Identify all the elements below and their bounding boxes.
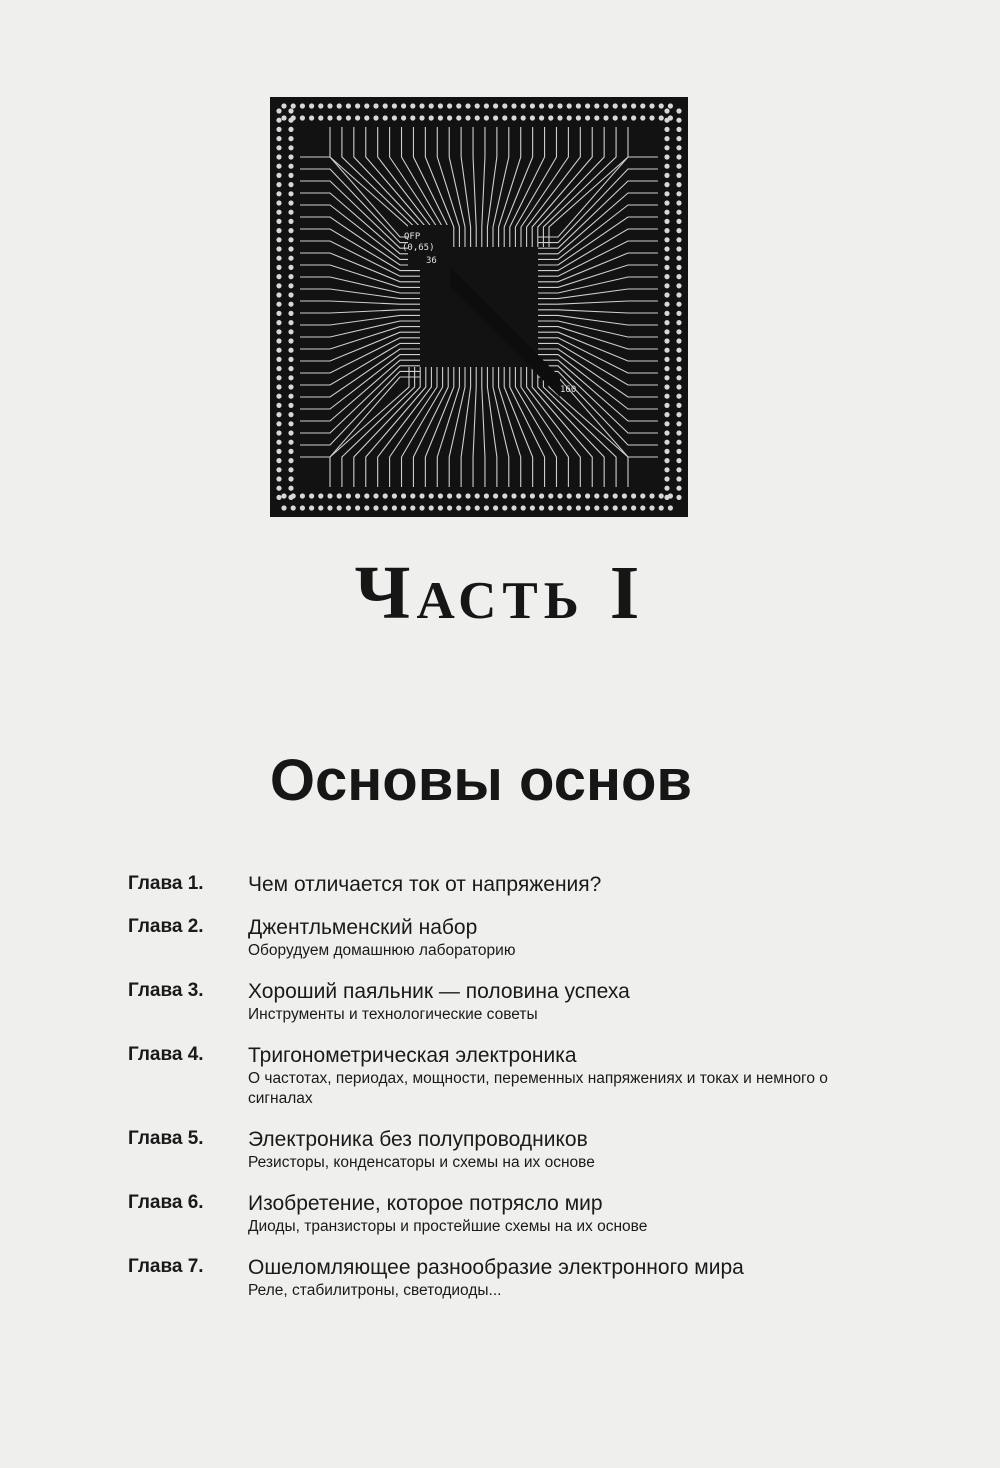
toc-item-7 xyxy=(128,1255,868,1301)
toc-item-6 xyxy=(128,1191,868,1237)
toc-chapter-label: Глава 6. xyxy=(128,1192,204,1213)
toc-chapter-title: Тригонометрическая электроника xyxy=(248,1044,577,1067)
chip-pin-last: 160 xyxy=(560,385,577,395)
table-of-contents xyxy=(128,872,868,1319)
toc-chapter-subtitle: Инструменты и технологические советы xyxy=(248,1006,538,1023)
toc-chapter-title: Хороший паяльник — половина успеха xyxy=(248,980,630,1003)
main-title: Основы основ xyxy=(269,748,693,813)
toc-chapter-subtitle: Диоды, транзисторы и простейшие схемы на их основе xyxy=(248,1218,648,1235)
toc-chapter-label: Глава 3. xyxy=(128,980,204,1001)
toc-chapter-subtitle: О частотах, периодах, мощности, переменных напряжениях и токах и немного о сигналах xyxy=(248,1070,828,1107)
toc-chapter-label: Глава 5. xyxy=(128,1128,204,1149)
chip-image xyxy=(270,97,688,517)
toc-item-4 xyxy=(128,1043,868,1109)
toc-item-1 xyxy=(128,872,868,897)
toc-chapter-subtitle: Реле, стабилитроны, светодиоды... xyxy=(248,1282,502,1299)
toc-chapter-label: Глава 7. xyxy=(128,1256,204,1277)
part-title: Часть I xyxy=(354,551,646,635)
toc-chapter-label: Глава 4. xyxy=(128,1044,204,1065)
toc-chapter-subtitle: Оборудуем домашнюю лабораторию xyxy=(248,942,516,959)
toc-chapter-title: Чем отличается ток от напряжения? xyxy=(248,873,602,896)
toc-chapter-title: Электроника без полупроводников xyxy=(248,1128,588,1151)
toc-chapter-subtitle: Резисторы, конденсаторы и схемы на их основе xyxy=(248,1154,595,1171)
chip-pin-first: 36 xyxy=(426,256,437,266)
toc-item-2 xyxy=(128,915,868,961)
chip-label-line-2: (0,65) xyxy=(402,243,435,253)
toc-chapter-title: Джентльменский набор xyxy=(248,916,478,939)
toc-item-3 xyxy=(128,979,868,1025)
chip-label-line-1: QFP xyxy=(404,232,421,242)
toc-chapter-label: Глава 1. xyxy=(128,873,204,894)
toc-chapter-label: Глава 2. xyxy=(128,916,204,937)
toc-item-5 xyxy=(128,1127,868,1173)
toc-chapter-title: Ошеломляющее разнообразие электронного мира xyxy=(248,1256,744,1279)
toc-chapter-title: Изобретение, которое потрясло мир xyxy=(248,1192,603,1215)
